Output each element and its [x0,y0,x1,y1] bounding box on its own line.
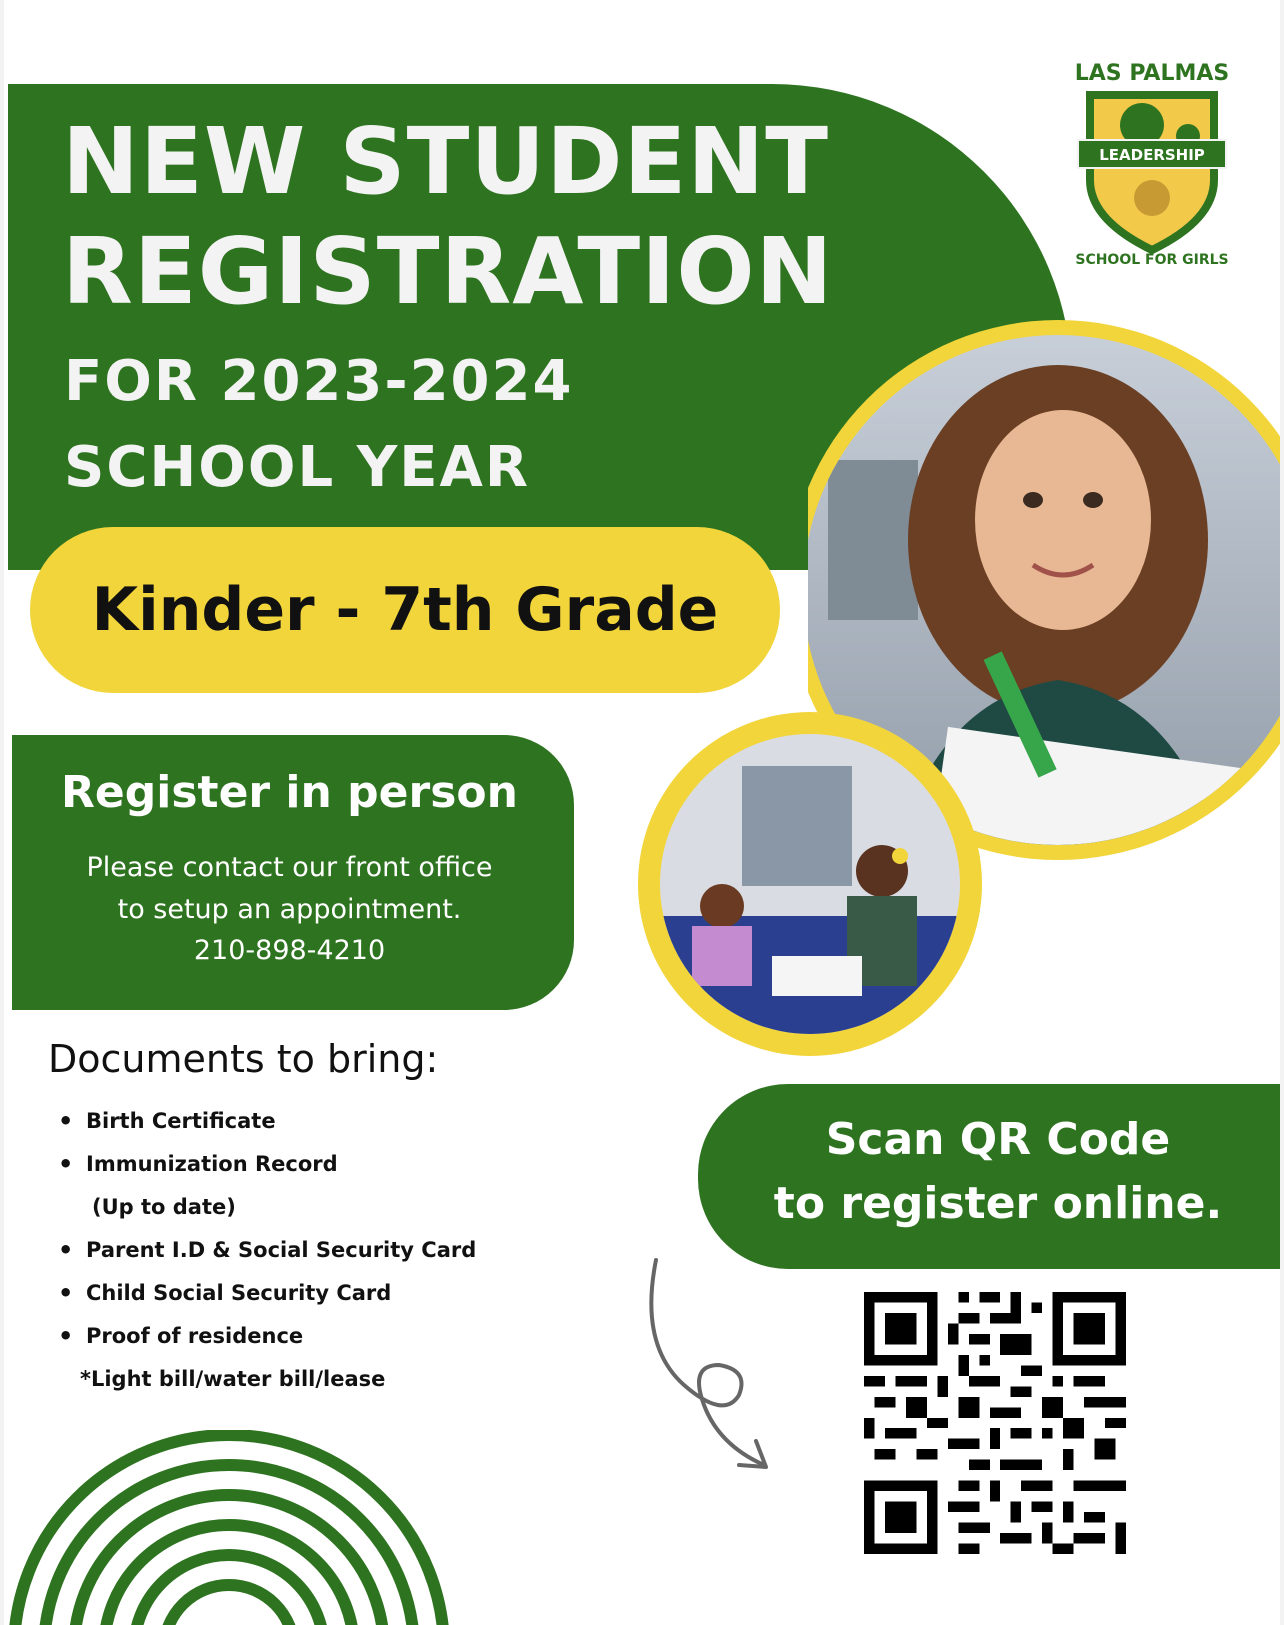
school-logo [1062,40,1242,270]
qr-heading-line-2: to register online. [773,1178,1223,1229]
logo-top-text: LAS PALMAS [1074,61,1230,86]
register-instruction-2: to setup an appointment. [117,894,462,925]
logo-banner-text: LEADERSHIP [1099,146,1205,164]
register-in-person-panel [12,735,574,1010]
qr-instructions-panel [698,1084,1280,1269]
list-item: • Proof of residence [54,1315,476,1358]
documents-heading: Documents to bring: [48,1037,439,1081]
qr-heading-line-1: Scan QR Code [825,1114,1171,1165]
registration-qr-code[interactable] [864,1292,1126,1554]
register-title: Register in person [61,767,518,818]
list-item-note: *Light bill/water bill/lease [80,1367,386,1391]
list-item: • Child Social Security Card [54,1272,476,1315]
grade-pill [30,527,780,693]
list-item: • Parent I.D & Social Security Card [54,1229,476,1272]
register-instruction-1: Please contact our front office [86,852,493,883]
subtitle-line-2: SCHOOL YEAR [64,435,530,500]
logo-bottom-text: SCHOOL FOR GIRLS [1075,252,1229,268]
list-item-note: (Up to date) [92,1195,236,1219]
title-line-1: NEW STUDENT [62,108,830,215]
concentric-arcs-decoration [4,1430,464,1625]
documents-list [54,1100,476,1401]
list-item: • Birth Certificate [54,1100,476,1143]
grade-range: Kinder - 7th Grade [91,575,719,645]
subtitle-line-1: FOR 2023-2024 [64,349,574,414]
classroom-photo [632,706,988,1062]
flyer-page [4,0,1280,1625]
phone-number: 210-898-4210 [193,935,386,966]
list-item: • Immunization Record [54,1143,476,1186]
curly-arrow-icon [644,1255,794,1485]
title-line-2: REGISTRATION [62,218,834,325]
